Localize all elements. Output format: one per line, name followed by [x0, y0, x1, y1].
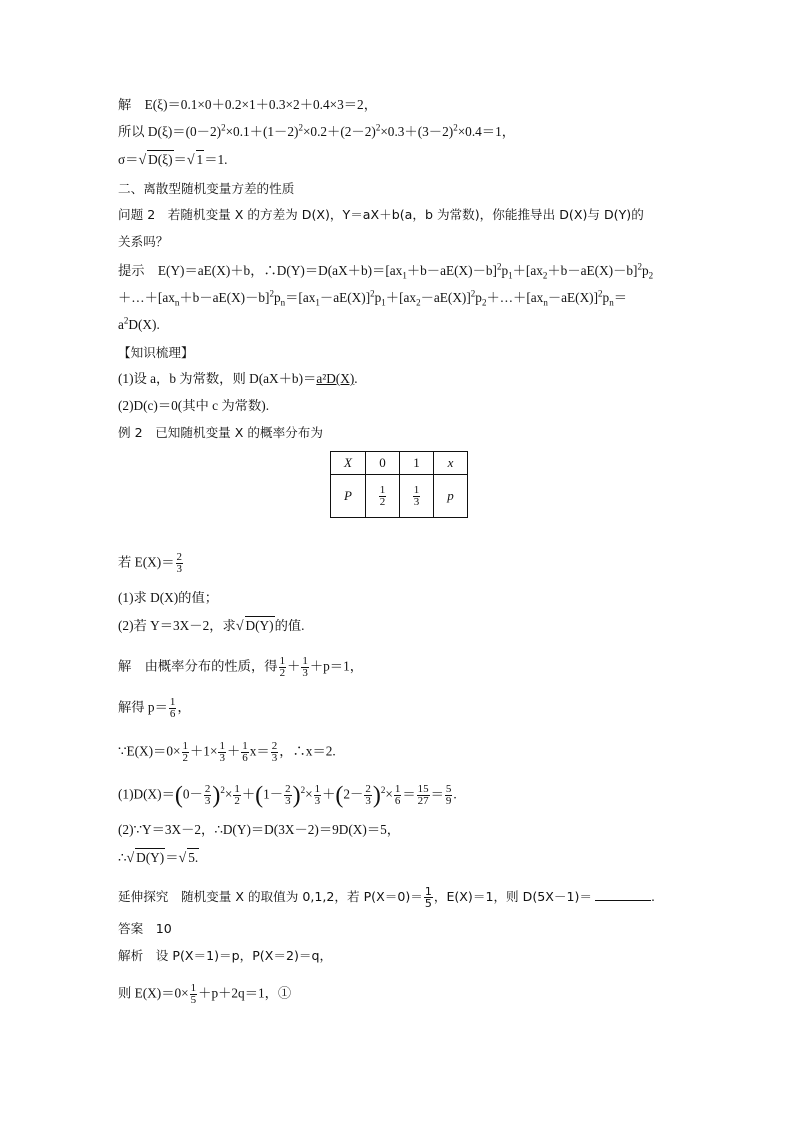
table-cell: 1	[400, 452, 434, 475]
text: 0－	[182, 786, 203, 802]
table-cell	[366, 475, 400, 518]
numerator: 1	[413, 483, 420, 496]
sup: 2	[298, 122, 303, 133]
fraction	[413, 485, 421, 508]
text: 2－	[343, 786, 364, 802]
radicand: 5.	[188, 850, 199, 865]
extension-question	[118, 886, 655, 909]
text: ＝	[165, 850, 179, 865]
fraction	[218, 741, 226, 764]
given-condition	[118, 552, 184, 575]
text: ＋…＋[ax	[486, 290, 544, 305]
text: ＋1×	[190, 743, 218, 759]
numerator: 1	[234, 783, 240, 795]
numerator: 2	[176, 551, 182, 563]
fraction	[417, 784, 430, 807]
text: ＋…＋[ax	[118, 290, 175, 305]
text: ×0.3＋(3－2)	[380, 124, 454, 139]
sup: 2	[221, 122, 226, 133]
fraction	[301, 656, 309, 679]
hint-line-3	[118, 316, 160, 334]
paren: (	[174, 782, 183, 809]
text: (1)D(X)＝	[118, 786, 175, 802]
denominator: 6	[242, 752, 248, 764]
fraction	[182, 741, 190, 764]
text: p	[374, 290, 382, 305]
text: ＋b－aE(X)－b]	[406, 263, 497, 278]
numerator: 1	[379, 483, 386, 496]
knowledge-item-1	[118, 370, 358, 388]
text: x＝	[249, 743, 270, 759]
numerator: 2	[271, 740, 278, 752]
text: ×0.4＝1，	[457, 124, 516, 139]
text: ＋	[241, 786, 256, 802]
hint-line-2	[118, 289, 627, 307]
knowledge-heading: 【知识梳理】	[118, 345, 194, 360]
text: 延伸探究 随机变量 X 的取值为 0,1,2，若 P(X＝0)＝	[118, 889, 423, 904]
text: ＝[ax	[285, 290, 316, 305]
text: ＝	[613, 290, 627, 305]
answer-line: 答案 10	[118, 921, 172, 936]
answer-blank	[595, 888, 651, 901]
text: D(X).	[128, 317, 160, 332]
denominator: 6	[169, 708, 176, 720]
sub: 1	[402, 270, 407, 281]
fraction	[176, 552, 184, 575]
text: ×	[224, 786, 233, 802]
text: ＋[ax	[512, 263, 543, 278]
cell-text: X	[344, 455, 352, 470]
radical: √	[138, 153, 147, 168]
denominator: 27	[417, 795, 429, 807]
text: 解得 p＝	[118, 699, 168, 715]
text: ＋b－aE(X)－b]	[179, 290, 270, 305]
denominator: 9	[445, 795, 452, 807]
paren: )	[212, 782, 221, 809]
radical: √	[186, 153, 195, 168]
text: 则 E(X)＝0×	[118, 985, 189, 1001]
denominator: 3	[176, 563, 182, 575]
paren: )	[292, 782, 301, 809]
sub: 2	[648, 270, 654, 281]
denominator: 3	[285, 795, 291, 807]
example-2-title: 例 2 已知随机变量 X 的概率分布为	[118, 425, 323, 440]
denominator: 3	[204, 795, 211, 807]
sup: 2	[380, 785, 386, 796]
text: 的值.	[274, 618, 305, 633]
fraction	[204, 784, 212, 807]
denominator: 3	[219, 752, 225, 764]
solution-part-2-result	[118, 848, 199, 868]
text: －aE(X)]	[420, 290, 471, 305]
numerator: 5	[445, 783, 452, 795]
text: ＝	[430, 786, 444, 802]
denominator: 3	[302, 667, 308, 679]
text: p	[501, 263, 509, 278]
numerator: 1	[302, 655, 308, 667]
numerator: 1	[279, 655, 286, 667]
text: p	[642, 263, 649, 278]
fraction	[364, 784, 372, 807]
denominator: 2	[182, 752, 188, 764]
numerator: 2	[365, 783, 371, 795]
text: ＝	[402, 786, 416, 802]
numerator: 1	[190, 982, 197, 994]
sup: 2	[370, 288, 375, 299]
numerator: 1	[169, 696, 176, 708]
solution-variance	[118, 784, 457, 807]
text: ，∴x＝2.	[279, 743, 336, 759]
text: －aE(X)]	[547, 290, 599, 305]
text: .	[651, 889, 656, 904]
paren: (	[255, 782, 264, 809]
fraction	[394, 784, 402, 807]
table-cell	[434, 452, 468, 475]
fraction	[379, 485, 387, 508]
sub: 1	[315, 297, 320, 308]
text: 若 E(X)＝	[118, 554, 175, 570]
radical: √	[126, 851, 135, 866]
text: p	[475, 290, 482, 305]
sub: n	[609, 297, 614, 308]
denominator: 5	[190, 994, 197, 1006]
text: ＋	[287, 658, 301, 674]
text: －aE(X)]	[319, 290, 371, 305]
radical: √	[178, 851, 187, 866]
radicand: D(Y)	[136, 850, 165, 865]
paren: )	[372, 782, 381, 809]
solution-step-3	[118, 741, 336, 764]
sub: n	[543, 297, 548, 308]
solution-line-2	[118, 123, 515, 141]
fraction	[424, 886, 433, 909]
sup: 2	[300, 785, 306, 796]
fraction	[314, 784, 322, 807]
analysis-equation-1	[118, 983, 291, 1006]
text: ，E(X)＝1，则 D(5X－1)＝	[433, 889, 593, 904]
denominator: 2	[379, 495, 386, 508]
hint-line-1	[118, 262, 653, 280]
sub: 1	[508, 270, 513, 281]
text: ×	[385, 786, 393, 802]
solution-part-2: (2)∵Y＝3X－2，∴D(Y)＝D(3X－2)＝9D(X)＝5，	[118, 822, 401, 837]
numerator: 1	[394, 783, 401, 795]
text: 1－	[263, 786, 284, 802]
solution-step-1	[118, 656, 363, 679]
table-cell	[331, 475, 366, 518]
text: p	[602, 290, 610, 305]
fraction	[241, 741, 249, 764]
denominator: 3	[413, 495, 420, 508]
radicand: 1	[196, 152, 204, 167]
sub: 1	[381, 297, 386, 308]
text: ＝	[173, 152, 187, 167]
fraction	[284, 784, 292, 807]
fraction	[445, 784, 453, 807]
distribution-table	[330, 451, 468, 518]
denominator: 5	[424, 897, 432, 910]
text: ×	[305, 786, 313, 802]
sub: n	[280, 297, 286, 308]
text: 提示 E(Y)＝aE(X)＋b，∴D(Y)＝D(aX＋b)＝[ax	[118, 263, 403, 278]
part-2	[118, 616, 305, 636]
denominator: 2	[234, 795, 240, 807]
solution-line-3	[118, 150, 227, 170]
sup: 2	[598, 288, 603, 299]
paren: (	[335, 782, 344, 809]
text: ＋	[226, 743, 241, 759]
text: .	[453, 786, 457, 802]
radicand: D(ξ)	[148, 152, 173, 167]
numerator: 1	[424, 885, 432, 898]
cell-text: x	[447, 455, 454, 470]
numerator: 2	[285, 783, 291, 795]
part-1: (1)求 D(X)的值；	[118, 590, 219, 605]
text: .	[354, 371, 358, 386]
text: ＋p＋2q＝1，①	[198, 985, 292, 1001]
text: ∵E(X)＝0×	[118, 743, 181, 759]
sup: 2	[453, 122, 458, 133]
analysis-line: 解析 设 P(X＝1)＝p，P(X＝2)＝q，	[118, 948, 333, 963]
text: ＋p＝1，	[309, 658, 364, 674]
sub: n	[174, 297, 180, 308]
text: σ＝	[118, 152, 139, 167]
text: ∴	[118, 850, 127, 865]
table-cell: 0	[366, 452, 400, 475]
numerator: 1	[242, 740, 248, 752]
cell-text: p	[447, 488, 454, 503]
sup: 2	[269, 288, 274, 299]
sup: 2	[375, 122, 381, 133]
fraction	[279, 656, 287, 679]
text: ＝1.	[204, 152, 228, 167]
text: a	[118, 317, 124, 332]
text: (1)设 a，b 为常数，则 D(aX＋b)＝	[118, 371, 317, 386]
solution-line-1: 解 E(ξ)＝0.1×0＋0.2×1＋0.3×2＋0.4×3＝2，	[118, 97, 378, 112]
text: ，	[177, 699, 191, 715]
text: 解 由概率分布的性质，得	[118, 658, 278, 674]
sub: 2	[542, 270, 548, 281]
text: ＋[ax	[385, 290, 417, 305]
sup: 2	[220, 785, 225, 796]
denominator: 3	[271, 752, 278, 764]
sup: 2	[470, 288, 476, 299]
text: 所以 D(ξ)＝(0－2)	[118, 124, 222, 139]
table-cell	[331, 452, 366, 475]
table-cell	[434, 475, 468, 518]
numerator: 1	[182, 740, 188, 752]
radicand: D(Y)	[245, 618, 274, 633]
text: p	[273, 290, 281, 305]
text: ＋	[322, 786, 336, 802]
fraction	[271, 741, 279, 764]
cell-text: P	[344, 488, 352, 503]
text: ×0.1＋(1－2)	[225, 124, 299, 139]
denominator: 3	[365, 795, 371, 807]
numerator: 15	[417, 783, 429, 795]
numerator: 1	[219, 740, 225, 752]
section-heading: 二、离散型随机变量方差的性质	[118, 181, 295, 196]
fraction	[169, 697, 177, 720]
fraction	[190, 983, 198, 1006]
text: ＋b－aE(X)－b]	[547, 263, 638, 278]
sup: 2	[123, 315, 129, 326]
radical: √	[235, 619, 244, 634]
table-row	[331, 452, 468, 475]
sub: 2	[481, 297, 487, 308]
text: ×0.2＋(2－2)	[302, 124, 376, 139]
question-2-line-2: 关系吗？	[118, 234, 169, 249]
denominator: 6	[394, 795, 401, 807]
sub: 2	[416, 297, 421, 308]
denominator: 3	[314, 795, 321, 807]
numerator: 2	[204, 783, 211, 795]
table-cell	[400, 475, 434, 518]
fraction	[233, 784, 241, 807]
denominator: 2	[279, 667, 286, 679]
underlined-answer: a²D(X)	[316, 371, 355, 386]
question-2-line-1: 问题 2 若随机变量 X 的方差为 D(X)，Y＝aX＋b(a，b 为常数)，你能推导出 D(X)与 D(Y)的	[118, 207, 644, 222]
table-row	[331, 475, 468, 518]
numerator: 1	[314, 783, 321, 795]
sup: 2	[637, 261, 642, 272]
solution-step-2	[118, 697, 191, 720]
sup: 2	[496, 261, 502, 272]
text: (2)若 Y＝3X－2，求	[118, 618, 236, 633]
knowledge-item-2: (2)D(c)＝0(其中 c 为常数).	[118, 398, 270, 413]
